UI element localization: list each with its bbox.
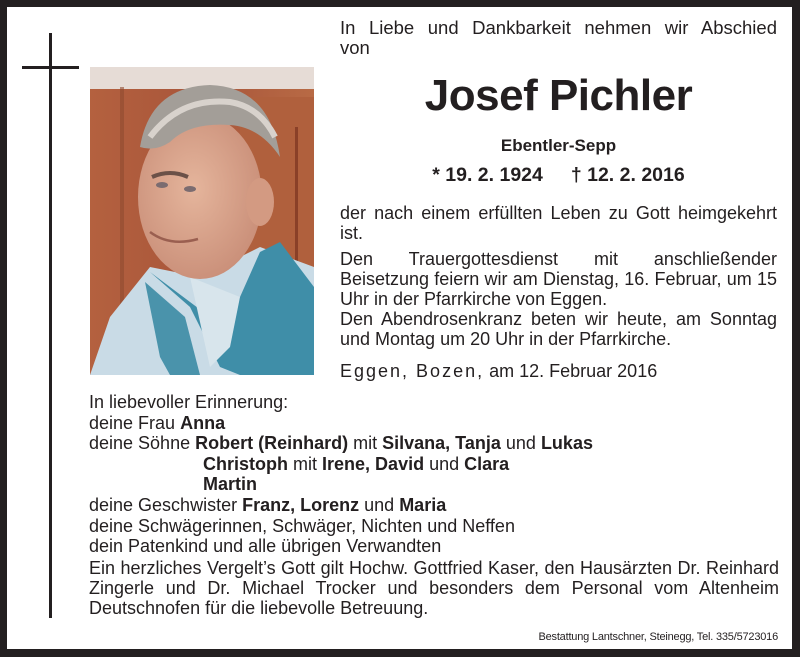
- funeral-home-credit: Bestattung Lantschner, Steinegg, Tel. 335/5723016: [538, 631, 778, 643]
- life-dates: [340, 164, 777, 187]
- deceased-nickname: Ebentler-Sepp: [500, 136, 617, 155]
- notice-body: [340, 203, 777, 349]
- mourners-list: [89, 392, 593, 557]
- intro-text: In Liebe und Dankbarkeit nehmen wir Abschied von: [340, 17, 777, 58]
- place-name: Eggen, Bozen,: [340, 361, 485, 381]
- rosary-text: Den Abendrosenkranz beten wir heute, am Sonntag und Montag um 20 Uhr in der Pfarrkirche.: [340, 309, 777, 349]
- thanks-text: Ein herzliches Vergelt’s Gott gilt Hochw. Gottfried Kaser, den Hausärzten Dr. Reinhard Zingerle und Dr. Michael Trocker und besonders dem Personal vom Altenheim Deutschnofen für die liebevolle Betreuung.: [89, 558, 779, 618]
- death-date: † 12. 2. 2016: [570, 164, 685, 186]
- returned-home-text: der nach einem erfüllten Leben zu Gott heimgekehrt ist.: [340, 203, 777, 243]
- mourner-son-1: deine Söhne Robert (Reinhard) mit Silvana, Tanja und Lukas: [89, 433, 593, 454]
- funeral-service-text: Den Trauergottesdienst mit anschließender Beisetzung feiern wir am Dienstag, 16. Februar, um 15 Uhr in der Pfarrkirche von Eggen.: [340, 249, 777, 309]
- cross-icon-bar: [22, 66, 79, 69]
- place-date: [340, 361, 657, 382]
- mourner-siblings: deine Geschwister Franz, Lorenz und Maria: [89, 494, 447, 515]
- portrait-photo: [90, 67, 314, 375]
- birth-date: * 19. 2. 1924: [432, 164, 543, 186]
- mourner-son-2: Christoph mit Irene, David und Clara: [203, 453, 510, 474]
- mourner-wife: deine Frau Anna: [89, 412, 226, 433]
- deceased-name: Josef Pichler: [424, 71, 693, 120]
- mourners-heading: In liebevoller Erinnerung:: [89, 392, 289, 412]
- cross-icon: [49, 33, 52, 618]
- notice-date: am 12. Februar 2016: [489, 361, 658, 381]
- mourner-inlaws: deine Schwägerinnen, Schwäger, Nichten und Neffen: [89, 515, 515, 536]
- mourner-godchild: dein Patenkind und alle übrigen Verwandten: [89, 536, 442, 557]
- mourner-son-3: Martin: [203, 474, 257, 495]
